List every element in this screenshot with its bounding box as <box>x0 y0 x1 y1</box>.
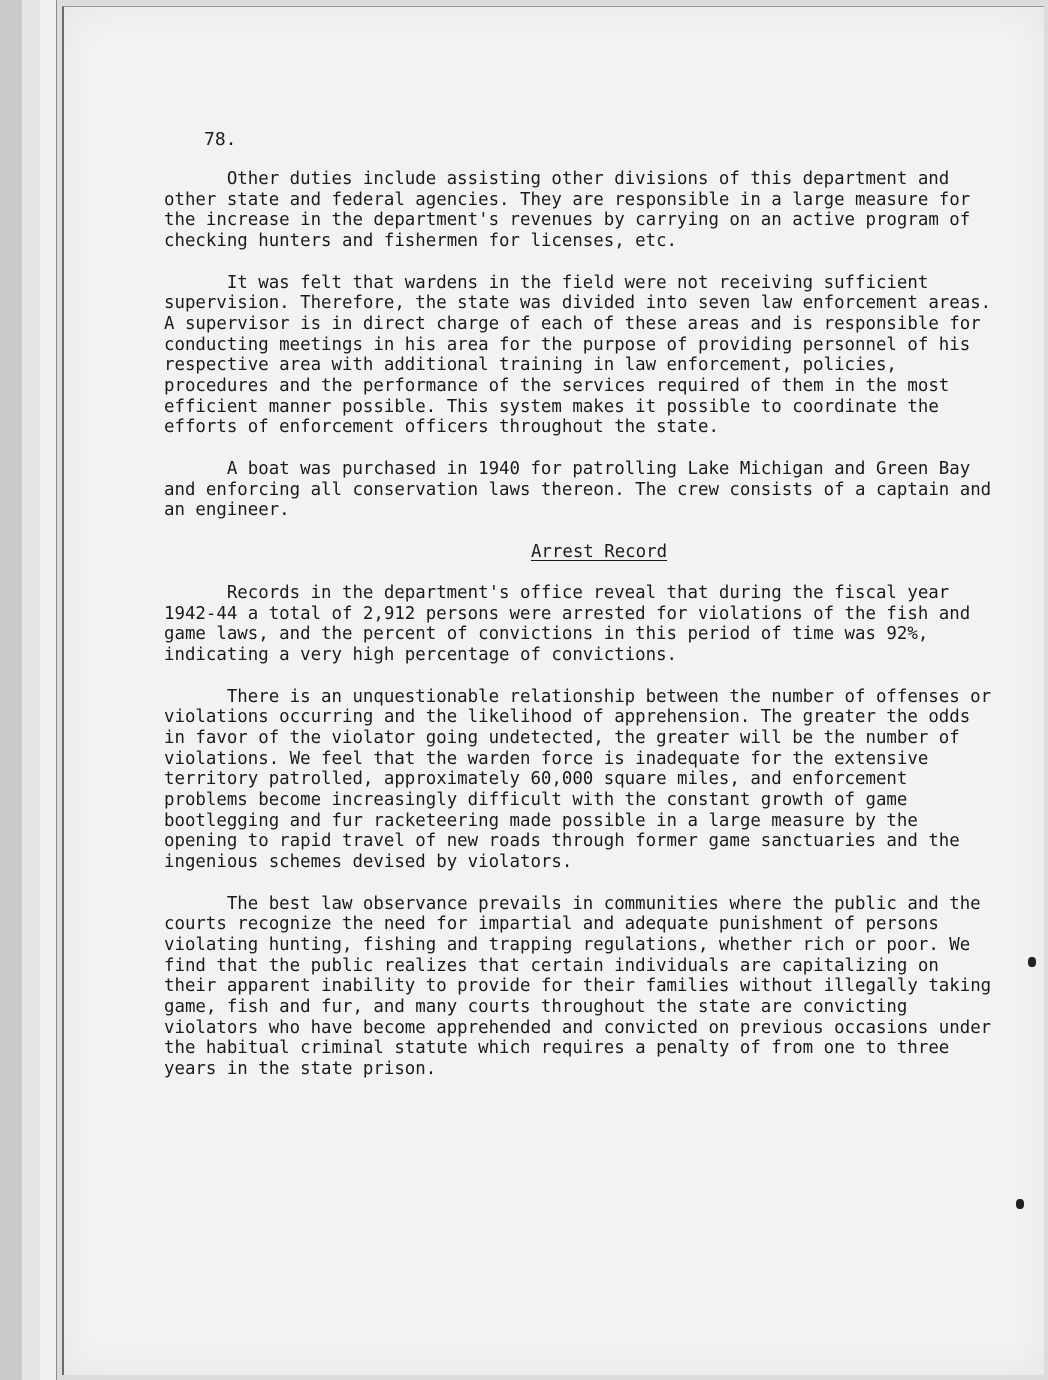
paragraph: Records in the department's office reveal that during the fiscal year 1942-44 a total of 2,912 persons were arrested for violations of the fish and game laws, and the percent of convictions in this period of time was 92%, indicating a very high percentage of convictions. <box>164 583 971 666</box>
paragraph: The best law observance prevails in communities where the public and the courts recognize the need for impartial and adequate punishment of persons violating hunting, fishing and trapping regulations, whether rich or poor. We find that the public realizes that certain individuals are capitalizing on their apparent inability to provide for their families without illegally taking game, fish and fur, and many courts throughout the state are convicting violators who have become apprehended and convicted on previous occasions under the habitual criminal statute which requires a penalty of from one to three years in the state prison. <box>164 893 992 1080</box>
paragraph: Other duties include assisting other divisions of this department and other state and federal agencies. They are responsible in a large measure for the increase in the department's revenues by carrying on an active program of checking hunters and fishermen for licenses, etc. <box>164 169 971 252</box>
page-edge <box>40 0 57 1380</box>
section-heading-text: Arrest Record <box>530 541 668 562</box>
punch-mark <box>1016 1199 1024 1209</box>
paragraph: A boat was purchased in 1940 for patrolling Lake Michigan and Green Bay and enforcing all conservation laws thereon. The crew consists of a captain and an engineer. <box>164 458 992 521</box>
page-number: 78. <box>204 129 237 150</box>
paragraph: It was felt that wardens in the field were not receiving sufficient supervision. Therefore, the state was divided into seven law enforcement areas. A supervisor is in direct charge of each of these areas and is responsible for conducting meetings in his area for the purpose of providing personnel of his respective area with additional training in law enforcement, policies, procedures and the performance of the services required of them in the most efficient manner possible. This system makes it possible to coordinate the efforts of enforcement officers throughout the state. <box>164 272 992 438</box>
punch-mark <box>1028 957 1036 967</box>
section-heading <box>164 542 994 563</box>
document-body <box>164 169 994 1101</box>
paragraph: There is an unquestionable relationship between the number of offenses or violations occurring and the likelihood of apprehension. The greater the odds in favor of the violator going undetected, the greater will be the number of violations. We feel that the warden force is inadequate for the extensive territory patrolled, approximately 60,000 square miles, and enforcement problems become increasingly difficult with the constant growth of game bootlegging and fur racketeering made possible in a large measure by the opening to rapid travel of new roads through former game sanctuaries and the ingenious schemes devised by violators. <box>164 686 992 873</box>
document-page <box>62 6 1044 1375</box>
